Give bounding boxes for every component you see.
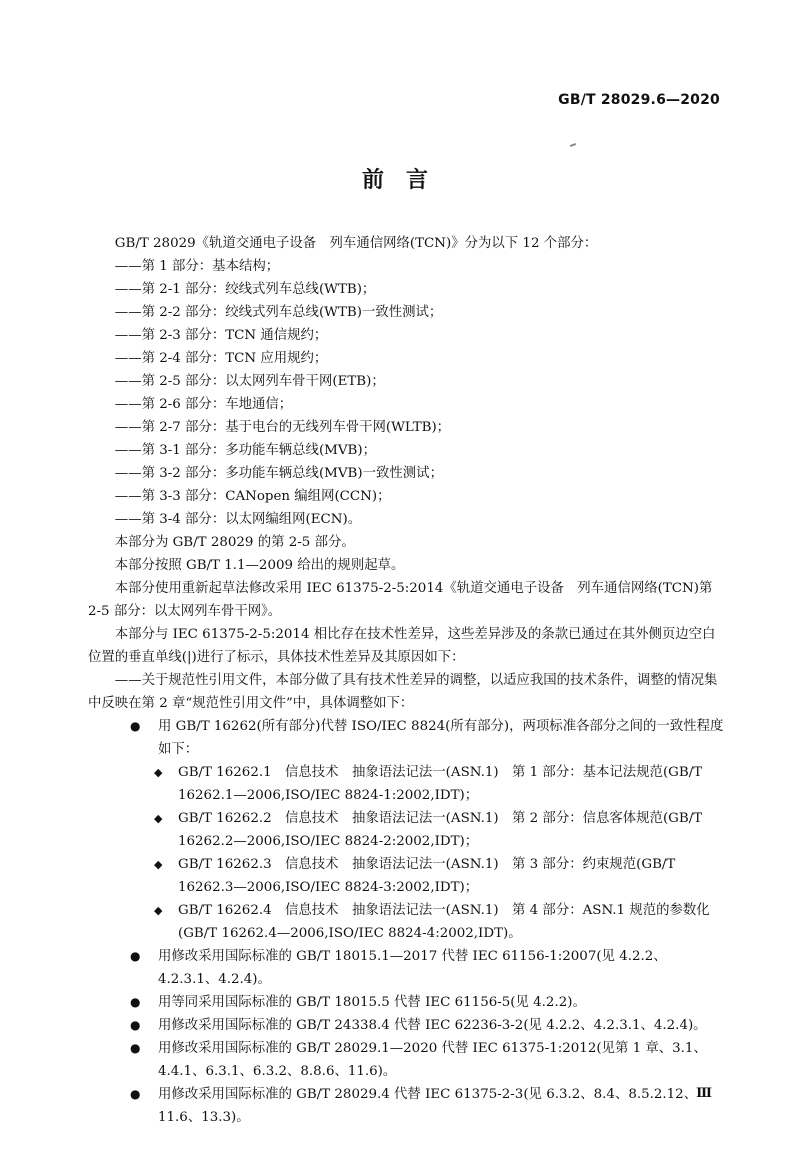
part-of-statement: 本部分为 GB/T 28029 的第 2-5 部分。	[114, 535, 355, 550]
part-item: ——第 3-3 部分：CANopen 编组网(CCN)；	[114, 489, 391, 504]
adjustment-item: ● 用修改采用国际标准的 GB/T 28029.4 代替 IEC 61375-2-3(见 6.3.2、8.4、8.5.2.12、11.6、13.3)。	[88, 1083, 726, 1129]
adjustment-item: ● 用修改采用国际标准的 GB/T 18015.1—2017 代替 IEC 61156-1:2007(见 4.2.2、4.2.3.1、4.2.4)。	[88, 945, 726, 991]
sub-adjustment-item: ◆ GB/T 16262.4 信息技术 抽象语法记法一(ASN.1) 第 4 部分：ASN.1 规范的参数化(GB/T 16262.4—2006,ISO/IEC 8824-4:2002,IDT)。	[88, 899, 726, 945]
parts-list	[88, 255, 726, 531]
part-item: ——第 2-2 部分：绞线式列车总线(WTB)一致性测试；	[114, 305, 443, 320]
part-item: ——第 3-1 部分：多功能车辆总线(MVB)；	[114, 443, 377, 458]
adjustment-item: ● 用等同采用国际标准的 GB/T 18015.5 代替 IEC 61156-5(见 4.2.2)。	[88, 991, 726, 1014]
adjustment-item: ● 用 GB/T 16262(所有部分)代替 ISO/IEC 8824(所有部分)，两项标准各部分之间的一致性程度如下：	[88, 715, 726, 761]
page-title: 前 言	[361, 168, 428, 193]
part-item: ——第 3-2 部分：多功能车辆总线(MVB)一致性测试；	[114, 466, 443, 481]
adjustment-item: ● 用修改采用国际标准的 GB/T 28029.1—2020 代替 IEC 61375-1:2012(见第 1 章、3.1、4.4.1、6.3.1、6.3.2、8.8.6、11.6)。	[88, 1037, 726, 1083]
adjustment-item: ● 用修改采用国际标准的 GB/T 24338.4 代替 IEC 62236-3-2(见 4.2.2、4.2.3.1、4.2.4)。	[88, 1014, 726, 1037]
part-item: ——第 2-7 部分：基于电台的无线列车骨干网(WLTB)；	[114, 420, 451, 435]
part-item: ——第 2-6 部分：车地通信；	[114, 397, 293, 412]
foreword-body	[88, 232, 726, 1129]
page-number: Ⅲ	[696, 1086, 712, 1101]
differences-statement: 本部分与 IEC 61375-2-5:2014 相比存在技术性差异，这些差异涉及的条款已通过在其外侧页边空白位置的垂直单线(|)进行了标示，具体技术性差异及其原因如下：	[88, 627, 716, 665]
drafting-rules-statement: 本部分按照 GB/T 1.1—2009 给出的规则起草。	[114, 558, 405, 573]
adoption-statement: 本部分使用重新起草法修改采用 IEC 61375-2-5:2014《轨道交通电子设备 列车通信网络(TCN)第 2-5 部分：以太网列车骨干网》。	[88, 581, 713, 619]
intro-paragraph: GB/T 28029《轨道交通电子设备 列车通信网络(TCN)》分为以下 12 个部分：	[114, 236, 598, 251]
part-item: ——第 2-4 部分：TCN 应用规约；	[114, 351, 328, 366]
normative-refs-statement: ——关于规范性引用文件，本部分做了具有技术性差异的调整，以适应我国的技术条件，调整的情况集中反映在第 2 章“规范性引用文件”中，具体调整如下：	[88, 673, 718, 711]
part-item: ——第 1 部分：基本结构；	[114, 259, 280, 274]
part-item: ——第 2-5 部分：以太网列车骨干网(ETB)；	[114, 374, 385, 389]
part-item: ——第 2-1 部分：绞线式列车总线(WTB)；	[114, 282, 376, 297]
sub-adjustment-item: ◆ GB/T 16262.1 信息技术 抽象语法记法一(ASN.1) 第 1 部分：基本记法规范(GB/T 16262.1—2006,ISO/IEC 8824-1:2002,IDT)；	[88, 761, 726, 807]
part-item: ——第 2-3 部分：TCN 通信规约；	[114, 328, 328, 343]
sub-adjustment-item: ◆ GB/T 16262.2 信息技术 抽象语法记法一(ASN.1) 第 2 部分：信息客体规范(GB/T 16262.2—2006,ISO/IEC 8824-2:2002,IDT)；	[88, 807, 726, 853]
sub-adjustment-item: ◆ GB/T 16262.3 信息技术 抽象语法记法一(ASN.1) 第 3 部分：约束规范(GB/T 16262.3—2006,ISO/IEC 8824-3:2002,IDT)；	[88, 853, 726, 899]
part-item: ——第 3-4 部分：以太网编组网(ECN)。	[114, 512, 362, 527]
standard-number: GB/T 28029.6—2020	[558, 92, 720, 108]
scan-mark	[570, 143, 576, 147]
adjustment-list	[88, 715, 726, 1129]
